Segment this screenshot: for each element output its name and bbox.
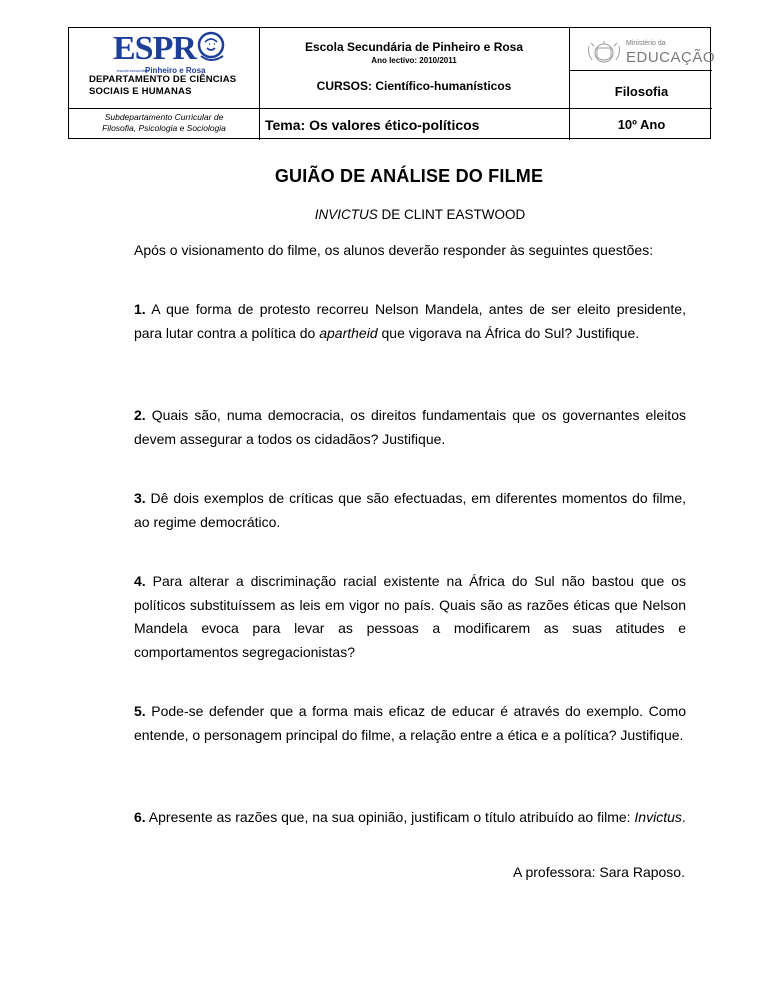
question-number: 2.	[134, 407, 146, 423]
question-4	[134, 570, 686, 664]
school-name: Escola Secundária de Pinheiro e Rosa	[304, 40, 524, 54]
question-number: 4.	[134, 573, 146, 589]
question-text: A que forma de protesto recorreu Nelson Mandela, antes de ser eleito presidente, para lutar contra a política do	[134, 301, 686, 341]
question-text-end: .	[681, 809, 686, 825]
question-text: Apresente as razões que, na sua opinião, justificam o título atribuído ao filme:	[145, 809, 635, 825]
intro-paragraph: Após o visionamento do filme, os alunos deverão responder às seguintes questões:	[134, 242, 654, 258]
header-row-divider-right	[569, 70, 712, 71]
subdepartment-line-1: Subdepartamento Curricular de	[104, 112, 224, 122]
question-text: Dê dois exemplos de críticas que são efectuadas, em diferentes momentos do filme, ao regime democrático.	[134, 490, 686, 530]
portrait-logo-icon	[197, 30, 227, 64]
logo-subtitle: Pinheiro e Rosa	[145, 66, 206, 75]
logo-subtitle-small: escola secundária	[117, 68, 150, 73]
question-number: 6.	[134, 809, 146, 825]
question-italic-term: Invictus	[634, 809, 682, 825]
question-3	[134, 487, 686, 534]
department-line-1: DEPARTAMENTO DE CIÊNCIAS	[89, 74, 237, 85]
department-line-2: SOCIAIS E HUMANAS	[89, 86, 192, 97]
film-director: DE CLINT EASTWOOD	[377, 207, 526, 222]
header-table	[68, 27, 716, 139]
question-text-end: que vigorava na África do Sul? Justifique.	[377, 324, 640, 341]
teacher-signature: A professora: Sara Raposo.	[513, 864, 685, 880]
ministry-big-text: EDUCAÇÃO	[626, 49, 716, 66]
school-logo	[113, 30, 233, 76]
document-title: GUIÃO DE ANÁLISE DO FILME	[274, 166, 544, 186]
subject-label: Filosofia	[614, 84, 669, 99]
subdepartment-line-2: Filosofia, Psicologia e Sociologia	[102, 123, 226, 133]
question-6	[134, 806, 686, 830]
ministry-small-text: Ministério da	[626, 40, 666, 47]
coat-of-arms-icon	[586, 38, 622, 68]
grade-label: 10º Ano	[617, 117, 666, 132]
logo-text: ESPR	[113, 30, 196, 67]
question-5	[134, 700, 686, 747]
header-divider-right	[569, 28, 570, 140]
courses-label: CURSOS: Científico-humanísticos	[316, 79, 512, 93]
question-number: 5.	[134, 703, 146, 719]
ministry-logo	[584, 36, 716, 70]
film-title: INVICTUS	[314, 207, 378, 222]
question-italic-term: apartheid	[319, 324, 378, 341]
department-label	[89, 74, 236, 98]
subdepartment-label	[69, 112, 259, 134]
question-number: 3.	[134, 490, 146, 506]
question-2	[134, 404, 686, 451]
question-1	[134, 298, 686, 345]
header-row-divider-main	[259, 108, 712, 109]
header-row-divider-left	[69, 108, 259, 109]
theme-label: Tema: Os valores ético-políticos	[265, 117, 480, 133]
question-number: 1.	[134, 301, 146, 317]
question-text: Quais são, numa democracia, os direitos fundamentais que os governantes eleitos devem assegurar a todos os cidadãos? Justifique.	[134, 407, 686, 447]
film-heading	[0, 207, 768, 222]
school-year: Ano lectivo: 2010/2011	[371, 56, 457, 65]
question-text: Para alterar a discriminação racial existente na África do Sul não bastou que os políticos substituíssem as leis em vigor no país. Quais são as razões éticas que Nelson Mandela evoca para levar as pessoas a modificarem as suas atitudes e comportamentos segregacionistas?	[134, 573, 686, 660]
question-text: Pode-se defender que a forma mais eficaz de educar é através do exemplo. Como entende, o personagem principal do filme, a relação entre a ética e a política? Justifique.	[134, 703, 686, 743]
